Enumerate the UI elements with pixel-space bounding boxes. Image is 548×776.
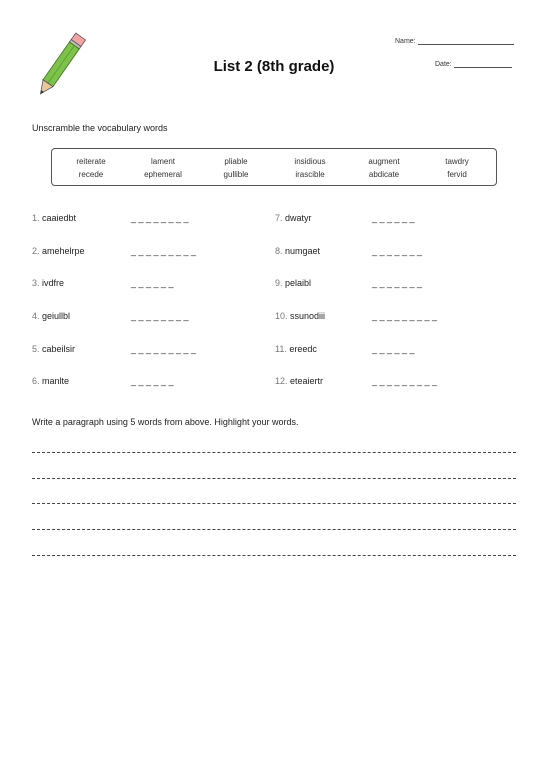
question-item bbox=[32, 213, 76, 223]
paragraph-instruction: Write a paragraph using 5 words from above. Highlight your words. bbox=[32, 417, 299, 427]
answer-blanks[interactable]: _ _ _ _ _ _ _ _ bbox=[131, 311, 189, 321]
answer-blanks[interactable]: _ _ _ _ _ _ _ bbox=[372, 246, 423, 256]
bank-word: reiterate bbox=[76, 157, 106, 166]
question-number: 2. bbox=[32, 246, 40, 256]
bank-word: pliable bbox=[224, 157, 248, 166]
name-label: Name: bbox=[395, 38, 416, 45]
answer-blanks[interactable]: _ _ _ _ _ _ bbox=[372, 213, 415, 223]
scrambled-word: geiullbl bbox=[42, 311, 71, 321]
question-number: 3. bbox=[32, 278, 40, 288]
bank-word: tawdry bbox=[445, 157, 469, 166]
scrambled-word: ereedc bbox=[289, 344, 317, 354]
answer-blanks[interactable]: _ _ _ _ _ _ _ _ bbox=[131, 213, 189, 223]
date-field[interactable] bbox=[435, 61, 512, 68]
bank-word: gullible bbox=[223, 170, 249, 179]
date-label: Date: bbox=[435, 61, 452, 68]
unscramble-instruction: Unscramble the vocabulary words bbox=[32, 123, 168, 133]
scrambled-word: ivdfre bbox=[42, 278, 65, 288]
bank-word: fervid bbox=[447, 170, 467, 179]
bank-word: lament bbox=[150, 157, 175, 166]
question-number: 12. bbox=[275, 376, 288, 386]
scrambled-word: numgaet bbox=[285, 246, 321, 256]
question-number: 7. bbox=[275, 213, 283, 223]
question-number: 1. bbox=[32, 213, 40, 223]
question-item bbox=[32, 246, 85, 256]
question-number: 9. bbox=[275, 278, 283, 288]
writing-line[interactable] bbox=[32, 478, 516, 479]
scrambled-word: ssunodiii bbox=[290, 311, 326, 321]
scrambled-word: eteaiertr bbox=[290, 376, 324, 386]
bank-word: ephemeral bbox=[144, 170, 182, 179]
writing-line[interactable] bbox=[32, 555, 516, 556]
name-field[interactable] bbox=[395, 38, 514, 45]
name-line[interactable] bbox=[418, 44, 514, 45]
question-item bbox=[32, 278, 64, 288]
question-number: 6. bbox=[32, 376, 40, 386]
question-item bbox=[275, 246, 320, 256]
question-item bbox=[32, 344, 75, 354]
question-number: 4. bbox=[32, 311, 40, 321]
date-line[interactable] bbox=[454, 67, 512, 68]
bank-word: augment bbox=[368, 157, 400, 166]
answer-blanks[interactable]: _ _ _ _ _ _ _ _ _ bbox=[372, 376, 438, 386]
scrambled-word: amehelrpe bbox=[42, 246, 85, 256]
answer-blanks[interactable]: _ _ _ _ _ _ bbox=[131, 376, 174, 386]
answer-blanks[interactable]: _ _ _ _ _ _ bbox=[131, 278, 174, 288]
scrambled-word: caaiedbt bbox=[42, 213, 77, 223]
question-item bbox=[275, 311, 325, 321]
question-item bbox=[275, 344, 317, 354]
question-item bbox=[275, 278, 311, 288]
bank-word: abdicate bbox=[368, 170, 400, 179]
answer-blanks[interactable]: _ _ _ _ _ _ _ _ _ bbox=[131, 344, 197, 354]
scrambled-word: pelaibl bbox=[285, 278, 312, 288]
answer-blanks[interactable]: _ _ _ _ _ _ bbox=[372, 344, 415, 354]
word-bank bbox=[51, 148, 497, 186]
writing-line[interactable] bbox=[32, 529, 516, 530]
answer-blanks[interactable]: _ _ _ _ _ _ _ _ _ bbox=[372, 311, 438, 321]
writing-line[interactable] bbox=[32, 503, 516, 504]
bank-word: irascible bbox=[295, 170, 325, 179]
page-title: List 2 (8th grade) bbox=[213, 58, 335, 75]
scrambled-word: cabeilsir bbox=[42, 344, 76, 354]
question-item bbox=[32, 311, 70, 321]
scrambled-word: manlte bbox=[42, 376, 70, 386]
bank-word: recede bbox=[78, 170, 104, 179]
question-number: 10. bbox=[275, 311, 288, 321]
question-number: 8. bbox=[275, 246, 283, 256]
question-item bbox=[32, 376, 69, 386]
question-number: 5. bbox=[32, 344, 40, 354]
question-number: 11. bbox=[275, 344, 287, 354]
answer-blanks[interactable]: _ _ _ _ _ _ _ bbox=[372, 278, 423, 288]
answer-blanks[interactable]: _ _ _ _ _ _ _ _ _ bbox=[131, 246, 197, 256]
scrambled-word: dwatyr bbox=[285, 213, 312, 223]
question-item bbox=[275, 213, 312, 223]
question-item bbox=[275, 376, 323, 386]
writing-line[interactable] bbox=[32, 452, 516, 453]
bank-word: insidious bbox=[294, 157, 326, 166]
